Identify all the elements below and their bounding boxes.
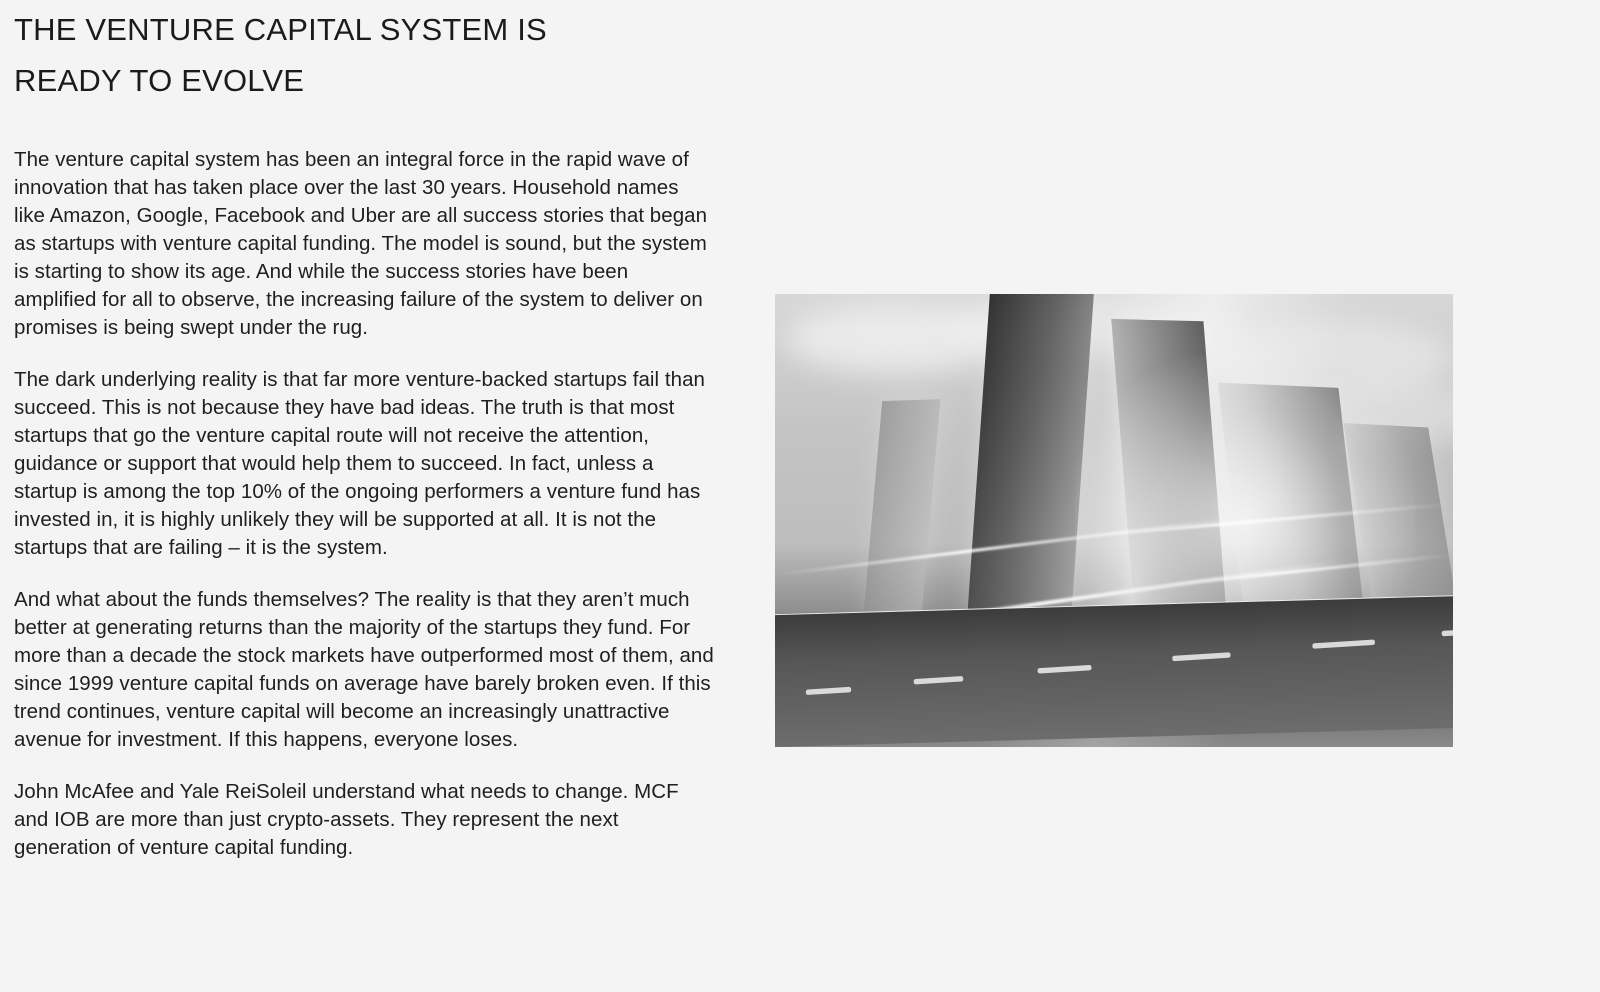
lane-marking bbox=[1172, 652, 1231, 661]
page-title-line-1: THE VENTURE CAPITAL SYSTEM IS bbox=[14, 12, 547, 47]
article-paragraph-2: The dark underlying reality is that far more venture-backed startups fail than succeed. This is not because they have bad ideas. The truth is that most startups that go the venture capital route will not receive the attention, guidance or support that would help them to succeed. In fact, unless a startup is among the top 10% of the ongoing performers a venture fund has invested in, it is highly unlikely they will be supported at all. It is not the startups that are failing – it is the system. bbox=[14, 368, 705, 559]
lane-marking bbox=[1442, 628, 1453, 637]
building-shape bbox=[863, 399, 941, 621]
article-body bbox=[14, 146, 714, 862]
article-paragraph-1: The venture capital system has been an integral force in the rapid wave of innovation that has taken place over the last 30 years. Household names like Amazon, Google, Facebook and Uber are all success stories that began as startups with venture capital funding. The model is sound, but the system is starting to show its age. And while the success stories have been amplified for all to observe, the increasing failure of the system to deliver on promises is being swept under the rug. bbox=[14, 148, 708, 339]
lane-marking bbox=[1037, 665, 1091, 674]
page-title bbox=[14, 0, 714, 106]
article-paragraph-4: John McAfee and Yale ReiSoleil understand what needs to change. MCF and IOB are more than just crypto-assets. They represent the next generation of venture capital funding. bbox=[14, 780, 679, 859]
lane-marking bbox=[806, 687, 852, 695]
lane-marking bbox=[1312, 639, 1375, 648]
city-skyscrapers-motion-blur-photo bbox=[775, 294, 1453, 747]
lane-marking bbox=[913, 676, 963, 685]
road-shape bbox=[775, 595, 1453, 747]
page-title-line-2: READY TO EVOLVE bbox=[14, 63, 305, 98]
photo-canvas bbox=[775, 294, 1453, 747]
building-shape bbox=[967, 294, 1094, 621]
article-paragraph-3: And what about the funds themselves? The reality is that they aren’t much better at generating returns than the majority of the startups they fund. For more than a decade the stock markets have outperformed most of them, and since 1999 venture capital funds on average have barely broken even. If this trend continues, venture capital will become an increasingly unattractive avenue for investment. If this happens, everyone loses. bbox=[14, 588, 714, 751]
article-text-column bbox=[14, 0, 714, 886]
